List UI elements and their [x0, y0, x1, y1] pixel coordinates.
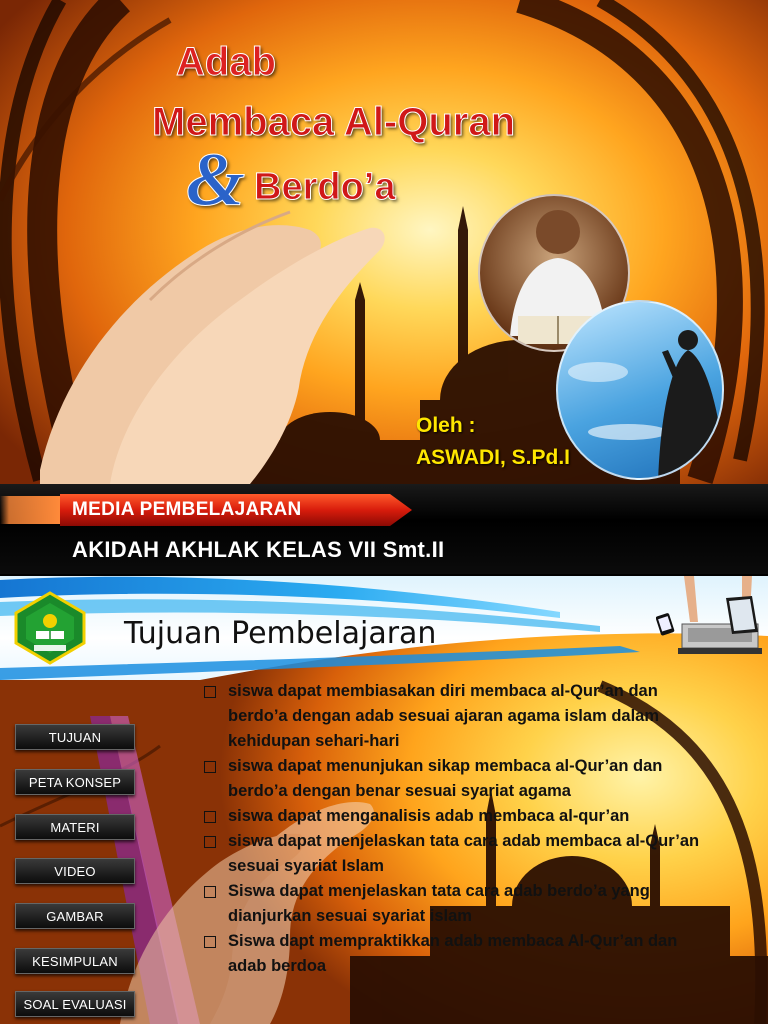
- ministry-emblem-icon: [12, 591, 88, 665]
- nav-button-label: TUJUAN: [48, 729, 102, 745]
- title-ampersand: &: [186, 138, 246, 222]
- list-item: siswa dapat menganalisis adab membaca al-qur’an: [200, 804, 720, 829]
- list-item: Siswa dapt mempraktikkan adab membaca Al-Qur’an dan adab berdoa: [200, 929, 720, 979]
- nav-button-soal-evaluasi[interactable]: [15, 991, 135, 1017]
- media-pembelajaran-label: MEDIA PEMBELAJARAN: [72, 499, 302, 520]
- subject-label: AKIDAH AKHLAK KELAS VII Smt.II: [72, 537, 445, 562]
- author-prefix: Oleh :: [416, 414, 476, 437]
- checkbox-bullet-icon: [204, 686, 216, 698]
- nav-button-label: KESIMPULAN: [32, 953, 118, 969]
- nav-button-gambar[interactable]: [15, 903, 135, 929]
- page-title: Tujuan Pembelajaran: [124, 616, 437, 651]
- list-item: siswa dapat membiasakan diri membaca al-Qur’an dan berdo’a dengan adab sesuai ajaran agama islam dalam kehidupan sehari-hari: [200, 679, 720, 754]
- praying-silhouette-photo: [556, 300, 724, 480]
- title-adab: Adab: [176, 40, 276, 84]
- nav-button-kesimpulan[interactable]: [15, 948, 135, 974]
- nav-button-video[interactable]: [15, 858, 135, 884]
- nav-button-label: PETA KONSEP: [28, 774, 122, 790]
- checkbox-bullet-icon: [204, 811, 216, 823]
- nav-button-label: SOAL EVALUASI: [23, 996, 127, 1012]
- title-berdoa: Berdo’a: [254, 166, 396, 208]
- nav-button-peta-konsep[interactable]: [15, 769, 135, 795]
- nav-button-label: VIDEO: [54, 863, 96, 879]
- nav-button-materi[interactable]: [15, 814, 135, 840]
- phone-icon: [656, 612, 676, 636]
- author-name: ASWADI, S.Pd.I: [416, 446, 571, 469]
- checkbox-bullet-icon: [204, 886, 216, 898]
- title-membaca-al-quran: Membaca Al-Quran: [152, 100, 516, 144]
- checkbox-bullet-icon: [204, 836, 216, 848]
- list-item: Siswa dapat menjelaskan tata cara adab berdo’a yang dianjurkan sesuai syariat islam: [200, 879, 720, 929]
- objectives-slide: [0, 576, 768, 1024]
- objectives-list: [200, 679, 720, 979]
- list-item: siswa dapat menunjukan sikap membaca al-Qur’an dan berdo’a dengan benar sesuai syariat agama: [200, 754, 720, 804]
- nav-button-label: GAMBAR: [46, 908, 104, 924]
- checkbox-bullet-icon: [204, 936, 216, 948]
- nav-button-label: MATERI: [50, 819, 100, 835]
- nav-button-tujuan[interactable]: [15, 724, 135, 750]
- checkbox-bullet-icon: [204, 761, 216, 773]
- list-item: siswa dapat menjelaskan tata cara adab membaca al-Qur’an sesuai syariat Islam: [200, 829, 720, 879]
